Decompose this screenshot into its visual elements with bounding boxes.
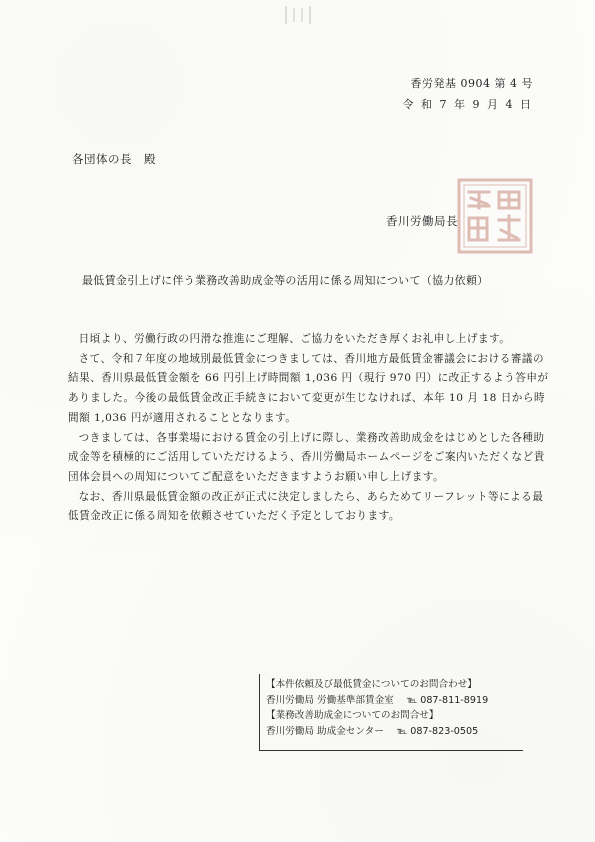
body-paragraph: さて、令和７年度の地域別最低賃金につきましては、香川地方最低賃金審議会における審議の結果、香川県最低賃金額を 66 円引上げ時間額 1,036 円（現行 970 円）に改正するよう答申がありました。今後の最低賃金改正手続きにおいて変更が生じなければ、本年 10 月 18 日から時間額 1,036 円が適用されることとなります。 <box>68 352 549 424</box>
contact-office-subsidy: 香川労働局 助成金センター <box>266 726 384 738</box>
official-seal-icon <box>455 176 535 256</box>
sender: 香川労働局長 <box>386 214 458 228</box>
binding-mark <box>285 6 311 24</box>
addressee: 各団体の長 殿 <box>72 152 156 166</box>
body-paragraph: なお、香川県最低賃金額の改正が正式に決定しましたら、あらためてリーフレット等による最低賃金改正に係る周知を依頼させていただく予定としております。 <box>68 490 544 523</box>
body-paragraph: つきましては、各事業場における賃金の引上げに際し、業務改善助成金をはじめとした各種助成金等を積極的にご活用していただけるよう、香川労働局ホームページをご案内いただくなど貴団体会員への周知についてご配意をいただきますようお願い申し上げます。 <box>68 431 545 483</box>
contact-tel-subsidy: 087-823-0505 <box>410 726 479 738</box>
document-body <box>68 330 552 527</box>
document-subject: 最低賃金引上げに伴う業務改善助成金等の活用に係る周知について（協力依頼） <box>82 274 489 287</box>
contact-row-wage-office <box>266 693 523 709</box>
contact-office-wage: 香川労働局 労働基準部賃金室 <box>266 694 394 706</box>
phone-icon: ℡ <box>396 726 408 738</box>
contact-box <box>259 674 523 751</box>
contact-heading-wage: 【本件依頼及び最低賃金についてのお問合わせ】 <box>266 679 477 690</box>
document-date: 令 和 7 年 9 月 4 日 <box>402 98 533 111</box>
contact-heading-subsidy: 【業務改善助成金についてのお問合せ】 <box>266 710 439 722</box>
body-paragraph: 日頃より、労働行政の円滑な推進にご理解、ご協力をいただき厚くお礼申し上げます。 <box>78 333 511 345</box>
contact-tel-wage: 087-811-8919 <box>420 694 489 706</box>
document-number: 香労発基 0904 第 4 号 <box>410 77 533 90</box>
contact-row-subsidy-office <box>266 724 523 740</box>
phone-icon: ℡ <box>406 694 418 706</box>
